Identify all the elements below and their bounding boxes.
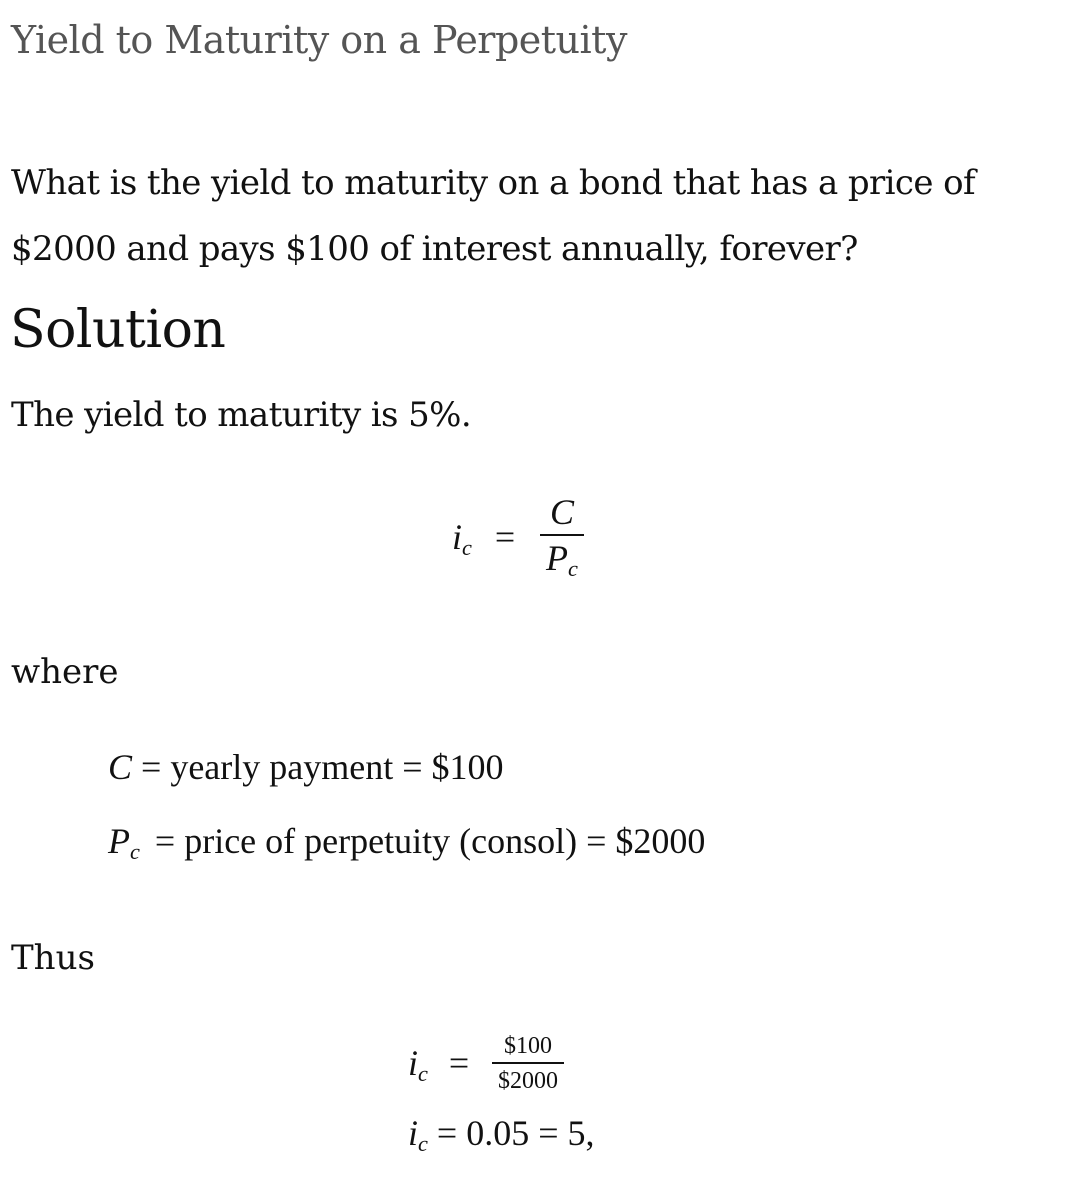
answer-text: The yield to maturity is 5%. [11, 395, 472, 435]
subscript-c: c [418, 1131, 428, 1157]
var-c: C [108, 747, 133, 787]
var-i: i [452, 517, 463, 557]
equals-sign: = [448, 1043, 470, 1083]
subscript-c: c [130, 839, 140, 865]
definition-c-text: = yearly payment = $100 [132, 747, 504, 787]
var-p: P [108, 821, 130, 861]
solution-heading: Solution [10, 300, 226, 360]
where-label: where [11, 652, 119, 692]
var-i: i [408, 1113, 419, 1153]
formula-lhs [408, 1042, 470, 1087]
subscript-c: c [418, 1061, 428, 1087]
formula-lhs [452, 516, 516, 561]
numerator-100: $100 [504, 1033, 552, 1059]
fraction-100-over-2000 [492, 1032, 564, 1095]
var-p: P [546, 538, 569, 578]
numerator-c: C [549, 492, 574, 532]
formula-result [408, 1112, 595, 1157]
definition-c [108, 746, 504, 788]
subscript-c: c [568, 556, 578, 582]
fraction-bar [492, 1062, 564, 1064]
denominator-2000: $2000 [498, 1068, 558, 1094]
fraction-c-over-pc [540, 492, 584, 581]
document-title: Yield to Maturity on a Perpetuity [11, 18, 627, 62]
question-text: What is the yield to maturity on a bond that has a price of $2000 and pays $100 of interest annually, forever? [11, 163, 975, 269]
definition-pc [108, 820, 706, 865]
equals-sign: = [494, 517, 516, 557]
subscript-c: c [462, 535, 472, 561]
thus-label: Thus [11, 938, 95, 978]
var-i: i [408, 1043, 419, 1083]
fraction-bar [540, 534, 584, 536]
denominator-pc [540, 540, 584, 581]
result-text: = 0.05 = 5, [427, 1113, 595, 1153]
definition-pc-text: = price of perpetuity (consol) = $2000 [145, 821, 706, 861]
